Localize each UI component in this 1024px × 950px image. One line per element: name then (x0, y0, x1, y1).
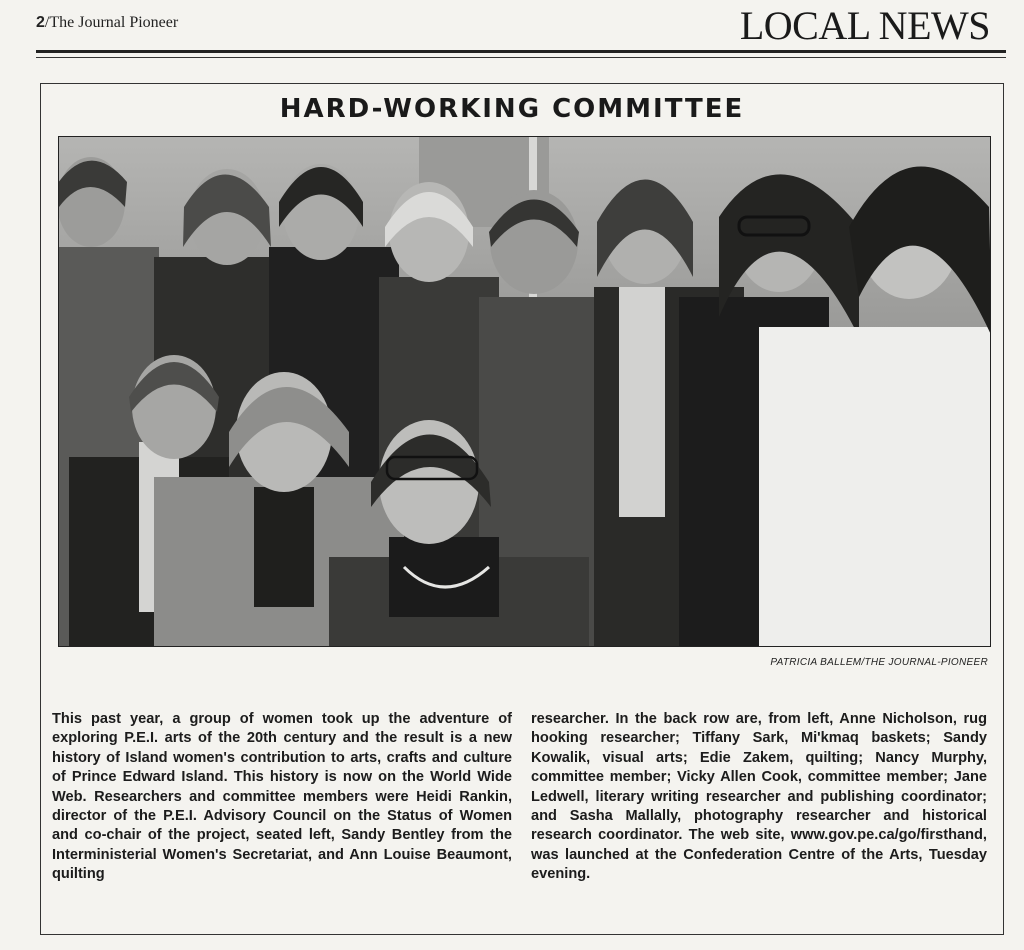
masthead-rule-thin (36, 57, 1006, 58)
group-photo-illustration (59, 137, 991, 647)
newspaper-name: /The Journal Pioneer (44, 14, 179, 31)
page-number: 2 (36, 14, 45, 31)
article-body-column-1: This past year, a group of women took up the adventure of exploring P.E.I. arts of the 20th century and the result is a new history of Island women's contribution to arts, crafts and culture of Prince Edward Island. This history is now on the World Wide Web. Researchers and committee members were Heidi Rankin, director of the P.E.I. Advisory Council on the Status of Women and co-chair of the project, seated left, Sandy Bentley from the Interministerial Women's Secretariat, and Ann Louise Beaumont, quilting (52, 711, 512, 883)
article-body-column-2: researcher. In the back row are, from left, Anne Nicholson, rug hooking researcher; Tiffany Sark, Mi'kmaq baskets; Sandy Kowalik, visual arts; Edie Zakem, quilting; Nancy Murphy, committee member; Vicky Allen Cook, committee member; Jane Ledwell, literary writing researcher and publishing coordinator; and Sasha Mallally, photography researcher and historical research coordinator. The web site, www.gov.pe.ca/go/firsthand, was launched at the Confederation Centre of the Arts, Tuesday evening. (531, 711, 987, 883)
group-photo (58, 136, 991, 647)
section-title: LOCAL NEWS (739, 3, 990, 48)
photo-credit: PATRICIA BALLEM/THE JOURNAL-PIONEER (770, 657, 988, 668)
masthead-page-info (36, 14, 178, 32)
masthead-rule (36, 50, 1006, 53)
article-headline: HARD-WORKING COMMITTEE (279, 94, 745, 124)
